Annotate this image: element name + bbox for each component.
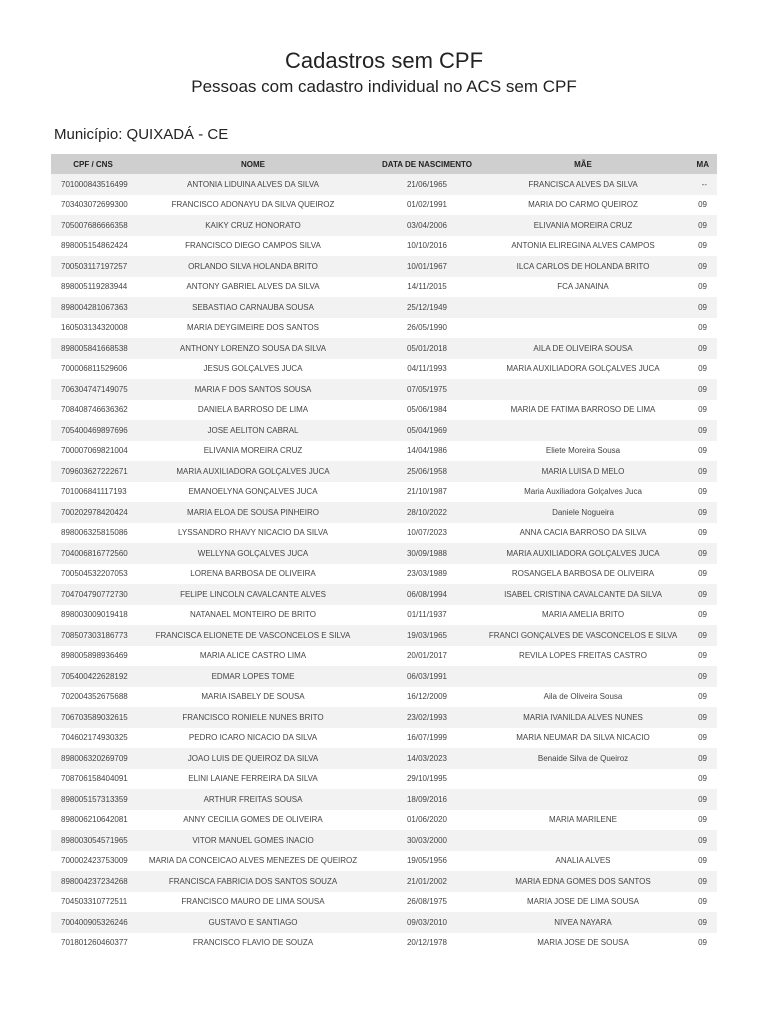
cell-data-nascimento: 01/06/2020 (371, 810, 483, 831)
cell-ma: 09 (683, 359, 717, 380)
cell-mae: MARIA MARILENE (483, 810, 683, 831)
table-row (51, 420, 717, 441)
cell-data-nascimento: 05/04/1969 (371, 420, 483, 441)
cell-nome: MARIA F DOS SANTOS SOUSA (135, 379, 371, 400)
cell-mae (483, 297, 683, 318)
cell-ma: 09 (683, 892, 717, 913)
cell-cpf: 700007069821004 (51, 441, 135, 462)
cell-ma: -- (683, 174, 717, 195)
table-row (51, 748, 717, 769)
cell-mae: FRANCISCA ALVES DA SILVA (483, 174, 683, 195)
table-row (51, 523, 717, 544)
cell-cpf: 709603627222671 (51, 461, 135, 482)
table-row (51, 666, 717, 687)
cell-data-nascimento: 14/11/2015 (371, 277, 483, 298)
cell-data-nascimento: 14/04/1986 (371, 441, 483, 462)
cell-ma: 09 (683, 482, 717, 503)
cell-data-nascimento: 26/08/1975 (371, 892, 483, 913)
cell-mae: Maria Auxiliadora Golçalves Juca (483, 482, 683, 503)
table-row (51, 584, 717, 605)
table-row (51, 215, 717, 236)
cell-cpf: 704704790772730 (51, 584, 135, 605)
table-row (51, 277, 717, 298)
cell-mae: Eliete Moreira Sousa (483, 441, 683, 462)
cell-nome: ANTHONY LORENZO SOUSA DA SILVA (135, 338, 371, 359)
cell-mae: MARIA DE FATIMA BARROSO DE LIMA (483, 400, 683, 421)
cell-data-nascimento: 19/03/1965 (371, 625, 483, 646)
table-row (51, 851, 717, 872)
cell-ma: 09 (683, 810, 717, 831)
table-row (51, 564, 717, 585)
registry-table (51, 154, 717, 953)
table-row (51, 892, 717, 913)
cell-ma: 09 (683, 789, 717, 810)
cell-nome: DANIELA BARROSO DE LIMA (135, 400, 371, 421)
cell-mae: MARIA AUXILIADORA GOLÇALVES JUCA (483, 543, 683, 564)
table-body (51, 174, 717, 953)
cell-mae: AILA DE OLIVEIRA SOUSA (483, 338, 683, 359)
table-row (51, 687, 717, 708)
cell-mae (483, 789, 683, 810)
cell-ma: 09 (683, 687, 717, 708)
cell-data-nascimento: 30/09/1988 (371, 543, 483, 564)
cell-nome: SEBASTIAO CARNAUBA SOUSA (135, 297, 371, 318)
cell-data-nascimento: 14/03/2023 (371, 748, 483, 769)
cell-data-nascimento: 25/12/1949 (371, 297, 483, 318)
cell-mae: Aila de Oliveira Sousa (483, 687, 683, 708)
cell-nome: FRANCISCO DIEGO CAMPOS SILVA (135, 236, 371, 257)
cell-nome: EDMAR LOPES TOME (135, 666, 371, 687)
cell-data-nascimento: 29/10/1995 (371, 769, 483, 790)
cell-nome: MARIA ALICE CASTRO LIMA (135, 646, 371, 667)
cell-nome: MARIA DA CONCEICAO ALVES MENEZES DE QUEIROZ (135, 851, 371, 872)
cell-ma: 09 (683, 461, 717, 482)
table-row (51, 605, 717, 626)
cell-ma: 09 (683, 318, 717, 339)
cell-cpf: 898004281067363 (51, 297, 135, 318)
table-row (51, 400, 717, 421)
cell-cpf: 700503117197257 (51, 256, 135, 277)
cell-nome: WELLYNA GOLÇALVES JUCA (135, 543, 371, 564)
cell-data-nascimento: 23/03/1989 (371, 564, 483, 585)
table-row (51, 646, 717, 667)
cell-cpf: 898006325815086 (51, 523, 135, 544)
cell-mae: MARIA LUISA D MELO (483, 461, 683, 482)
cell-data-nascimento: 20/12/1978 (371, 933, 483, 954)
cell-ma: 09 (683, 728, 717, 749)
cell-ma: 09 (683, 707, 717, 728)
table-row (51, 195, 717, 216)
cell-cpf: 705400469897696 (51, 420, 135, 441)
cell-ma: 09 (683, 912, 717, 933)
cell-nome: ANTONY GABRIEL ALVES DA SILVA (135, 277, 371, 298)
cell-data-nascimento: 25/06/1958 (371, 461, 483, 482)
cell-cpf: 700006811529606 (51, 359, 135, 380)
cell-mae (483, 830, 683, 851)
cell-mae: NIVEA NAYARA (483, 912, 683, 933)
cell-cpf: 898005898936469 (51, 646, 135, 667)
cell-cpf: 898003009019418 (51, 605, 135, 626)
table-row (51, 871, 717, 892)
table-header (51, 154, 717, 174)
cell-nome: MARIA DEYGIMEIRE DOS SANTOS (135, 318, 371, 339)
cell-mae (483, 318, 683, 339)
cell-ma: 09 (683, 625, 717, 646)
cell-nome: ARTHUR FREITAS SOUSA (135, 789, 371, 810)
cell-data-nascimento: 20/01/2017 (371, 646, 483, 667)
cell-data-nascimento: 21/06/1965 (371, 174, 483, 195)
table-row (51, 830, 717, 851)
cell-nome: FRANCISCO ADONAYU DA SILVA QUEIROZ (135, 195, 371, 216)
cell-data-nascimento: 03/04/2006 (371, 215, 483, 236)
cell-nome: EMANOELYNA GONÇALVES JUCA (135, 482, 371, 503)
table-row (51, 482, 717, 503)
cell-mae: MARIA AMELIA BRITO (483, 605, 683, 626)
cell-ma: 09 (683, 564, 717, 585)
table-row (51, 728, 717, 749)
table-row (51, 625, 717, 646)
cell-cpf: 898005841668538 (51, 338, 135, 359)
cell-cpf: 706703589032615 (51, 707, 135, 728)
cell-mae: MARIA DO CARMO QUEIROZ (483, 195, 683, 216)
cell-cpf: 706304747149075 (51, 379, 135, 400)
cell-nome: MARIA AUXILIADORA GOLÇALVES JUCA (135, 461, 371, 482)
table-row (51, 441, 717, 462)
cell-data-nascimento: 06/03/1991 (371, 666, 483, 687)
cell-cpf: 898005154862424 (51, 236, 135, 257)
cell-ma: 09 (683, 748, 717, 769)
cell-data-nascimento: 23/02/1993 (371, 707, 483, 728)
cell-data-nascimento: 26/05/1990 (371, 318, 483, 339)
cell-mae (483, 769, 683, 790)
cell-mae (483, 379, 683, 400)
cell-ma: 09 (683, 215, 717, 236)
cell-ma: 09 (683, 666, 717, 687)
column-header-mae: MÃE (483, 154, 683, 174)
cell-ma: 09 (683, 277, 717, 298)
cell-nome: ANTONIA LIDUINA ALVES DA SILVA (135, 174, 371, 195)
cell-mae: FCA JANAINA (483, 277, 683, 298)
cell-nome: ORLANDO SILVA HOLANDA BRITO (135, 256, 371, 277)
table-row (51, 338, 717, 359)
cell-data-nascimento: 18/09/2016 (371, 789, 483, 810)
cell-data-nascimento: 10/10/2016 (371, 236, 483, 257)
cell-ma: 09 (683, 338, 717, 359)
cell-cpf: 160503134320008 (51, 318, 135, 339)
cell-ma: 09 (683, 543, 717, 564)
cell-mae: ILCA CARLOS DE HOLANDA BRITO (483, 256, 683, 277)
cell-nome: ELINI LAIANE FERREIRA DA SILVA (135, 769, 371, 790)
cell-ma: 09 (683, 584, 717, 605)
table-row (51, 256, 717, 277)
table-row (51, 707, 717, 728)
cell-cpf: 898003054571965 (51, 830, 135, 851)
cell-ma: 09 (683, 605, 717, 626)
cell-cpf: 898004237234268 (51, 871, 135, 892)
cell-ma: 09 (683, 523, 717, 544)
cell-cpf: 708507303186773 (51, 625, 135, 646)
cell-cpf: 700400905326246 (51, 912, 135, 933)
municipio-label: Município: QUIXADÁ - CE (54, 126, 229, 143)
cell-ma: 09 (683, 933, 717, 954)
cell-mae: ANTONIA ELIREGINA ALVES CAMPOS (483, 236, 683, 257)
table-row (51, 810, 717, 831)
page-subtitle: Pessoas com cadastro individual no ACS sem CPF (191, 77, 577, 96)
table-row (51, 318, 717, 339)
table-row (51, 789, 717, 810)
cell-mae: MARIA JOSE DE LIMA SOUSA (483, 892, 683, 913)
cell-nome: PEDRO ICARO NICACIO DA SILVA (135, 728, 371, 749)
cell-nome: KAIKY CRUZ HONORATO (135, 215, 371, 236)
cell-mae: FRANCI GONÇALVES DE VASCONCELOS E SILVA (483, 625, 683, 646)
cell-cpf: 703403072699300 (51, 195, 135, 216)
cell-nome: FRANCISCA FABRICIA DOS SANTOS SOUZA (135, 871, 371, 892)
cell-data-nascimento: 07/05/1975 (371, 379, 483, 400)
cell-nome: JOSE AELITON CABRAL (135, 420, 371, 441)
column-header-ma: MA (683, 154, 717, 174)
cell-nome: NATANAEL MONTEIRO DE BRITO (135, 605, 371, 626)
cell-cpf: 708706158404091 (51, 769, 135, 790)
cell-nome: MARIA ELOA DE SOUSA PINHEIRO (135, 502, 371, 523)
cell-ma: 09 (683, 256, 717, 277)
cell-data-nascimento: 10/07/2023 (371, 523, 483, 544)
cell-data-nascimento: 04/11/1993 (371, 359, 483, 380)
cell-cpf: 704602174930325 (51, 728, 135, 749)
cell-mae (483, 420, 683, 441)
table-row (51, 502, 717, 523)
cell-mae: REVILA LOPES FREITAS CASTRO (483, 646, 683, 667)
cell-ma: 09 (683, 441, 717, 462)
cell-mae: MARIA JOSE DE SOUSA (483, 933, 683, 954)
page-title: Cadastros sem CPF (284, 48, 484, 73)
cell-cpf: 705400422628192 (51, 666, 135, 687)
cell-ma: 09 (683, 420, 717, 441)
column-header-cpf: CPF / CNS (51, 154, 135, 174)
cell-cpf: 704006816772560 (51, 543, 135, 564)
cell-ma: 09 (683, 236, 717, 257)
cell-mae: Benaide Silva de Queiroz (483, 748, 683, 769)
cell-nome: FRANCISCO MAURO DE LIMA SOUSA (135, 892, 371, 913)
cell-nome: LORENA BARBOSA DE OLIVEIRA (135, 564, 371, 585)
cell-ma: 09 (683, 400, 717, 421)
cell-cpf: 898006210642081 (51, 810, 135, 831)
cell-mae: ELIVANIA MOREIRA CRUZ (483, 215, 683, 236)
cell-mae: MARIA IVANILDA ALVES NUNES (483, 707, 683, 728)
cell-cpf: 700002423753009 (51, 851, 135, 872)
cell-mae: Daniele Nogueira (483, 502, 683, 523)
cell-data-nascimento: 09/03/2010 (371, 912, 483, 933)
cell-mae: MARIA NEUMAR DA SILVA NICACIO (483, 728, 683, 749)
cell-data-nascimento: 28/10/2022 (371, 502, 483, 523)
cell-mae: MARIA AUXILIADORA GOLÇALVES JUCA (483, 359, 683, 380)
cell-nome: JESUS GOLÇALVES JUCA (135, 359, 371, 380)
cell-cpf: 700202978420424 (51, 502, 135, 523)
cell-data-nascimento: 05/01/2018 (371, 338, 483, 359)
table-row (51, 297, 717, 318)
cell-nome: ELIVANIA MOREIRA CRUZ (135, 441, 371, 462)
column-header-data-nascimento: DATA DE NASCIMENTO (371, 154, 483, 174)
cell-nome: FRANCISCO FLAVIO DE SOUZA (135, 933, 371, 954)
cell-ma: 09 (683, 646, 717, 667)
cell-nome: FELIPE LINCOLN CAVALCANTE ALVES (135, 584, 371, 605)
table-row (51, 543, 717, 564)
cell-mae: ANNA CACIA BARROSO DA SILVA (483, 523, 683, 544)
cell-cpf: 708408746636362 (51, 400, 135, 421)
cell-ma: 09 (683, 297, 717, 318)
cell-nome: FRANCISCO RONIELE NUNES BRITO (135, 707, 371, 728)
cell-cpf: 701006841117193 (51, 482, 135, 503)
cell-cpf: 700504532207053 (51, 564, 135, 585)
cell-nome: VITOR MANUEL GOMES INACIO (135, 830, 371, 851)
cell-data-nascimento: 05/06/1984 (371, 400, 483, 421)
cell-ma: 09 (683, 830, 717, 851)
cell-mae: MARIA EDNA GOMES DOS SANTOS (483, 871, 683, 892)
column-header-nome: NOME (135, 154, 371, 174)
cell-data-nascimento: 16/12/2009 (371, 687, 483, 708)
cell-nome: FRANCISCA ELIONETE DE VASCONCELOS E SILVA (135, 625, 371, 646)
table-row (51, 359, 717, 380)
cell-ma: 09 (683, 871, 717, 892)
cell-ma: 09 (683, 379, 717, 400)
cell-nome: MARIA ISABELY DE SOUSA (135, 687, 371, 708)
cell-ma: 09 (683, 195, 717, 216)
cell-mae: ISABEL CRISTINA CAVALCANTE DA SILVA (483, 584, 683, 605)
cell-data-nascimento: 21/01/2002 (371, 871, 483, 892)
cell-nome: LYSSANDRO RHAVY NICACIO DA SILVA (135, 523, 371, 544)
cell-data-nascimento: 21/10/1987 (371, 482, 483, 503)
cell-ma: 09 (683, 502, 717, 523)
cell-ma: 09 (683, 769, 717, 790)
cell-cpf: 898006320269709 (51, 748, 135, 769)
cell-mae (483, 666, 683, 687)
cell-cpf: 702004352675688 (51, 687, 135, 708)
cell-data-nascimento: 06/08/1994 (371, 584, 483, 605)
cell-nome: GUSTAVO E SANTIAGO (135, 912, 371, 933)
cell-nome: ANNY CECILIA GOMES DE OLIVEIRA (135, 810, 371, 831)
cell-ma: 09 (683, 851, 717, 872)
cell-cpf: 701000843516499 (51, 174, 135, 195)
cell-cpf: 701801260460377 (51, 933, 135, 954)
table-row (51, 461, 717, 482)
cell-data-nascimento: 30/03/2000 (371, 830, 483, 851)
table-row (51, 236, 717, 257)
table-row (51, 933, 717, 954)
cell-data-nascimento: 19/05/1956 (371, 851, 483, 872)
cell-cpf: 898005119283944 (51, 277, 135, 298)
cell-mae: ANALIA ALVES (483, 851, 683, 872)
table-row (51, 912, 717, 933)
table-row (51, 379, 717, 400)
cell-cpf: 705007686666358 (51, 215, 135, 236)
cell-data-nascimento: 16/07/1999 (371, 728, 483, 749)
cell-data-nascimento: 01/02/1991 (371, 195, 483, 216)
cell-cpf: 898005157313359 (51, 789, 135, 810)
cell-data-nascimento: 01/11/1937 (371, 605, 483, 626)
cell-cpf: 704503310772511 (51, 892, 135, 913)
table-row (51, 174, 717, 195)
cell-data-nascimento: 10/01/1967 (371, 256, 483, 277)
cell-mae: ROSANGELA BARBOSA DE OLIVEIRA (483, 564, 683, 585)
table-row (51, 769, 717, 790)
cell-nome: JOAO LUIS DE QUEIROZ DA SILVA (135, 748, 371, 769)
